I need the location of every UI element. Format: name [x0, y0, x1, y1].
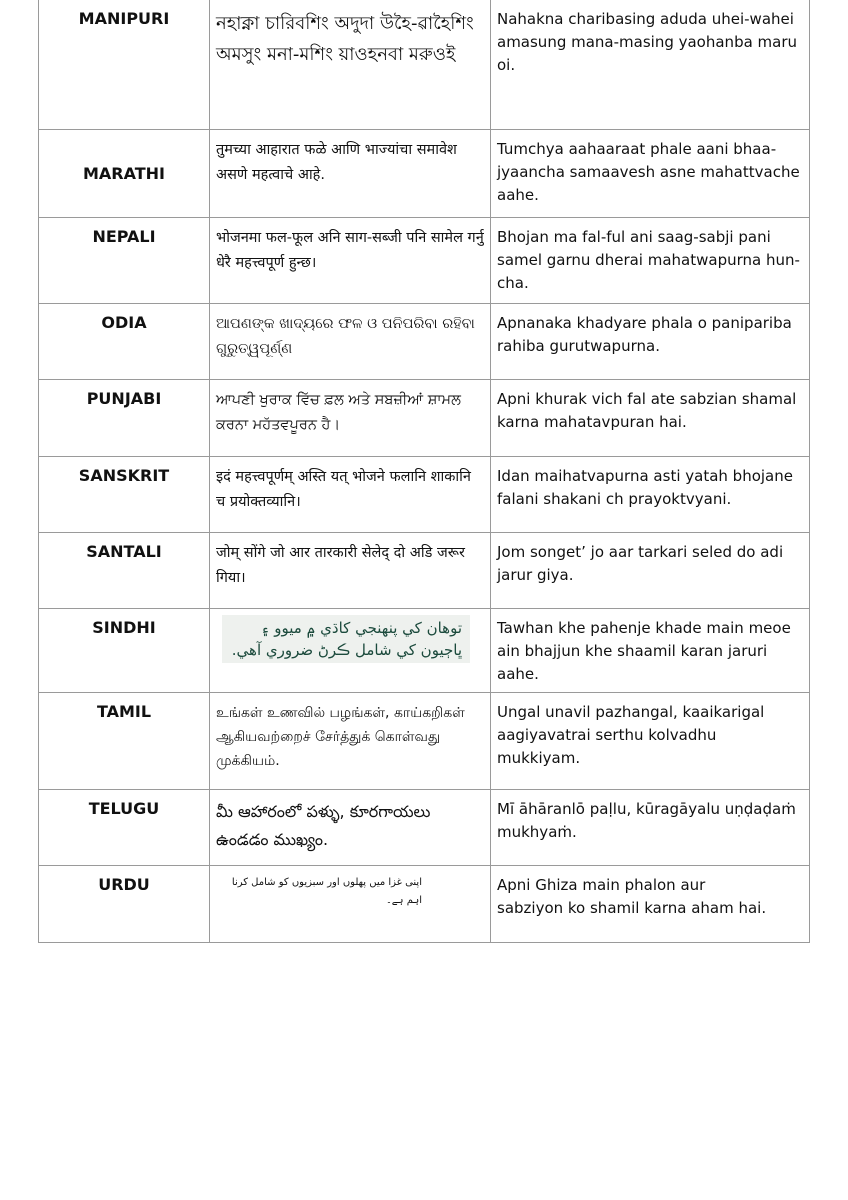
- language-name: TELUGU: [39, 790, 210, 866]
- romanized-text: Tumchya aahaaraat phale aani bhaa-jyaancha samaavesh asne mahattvache aahe.: [491, 130, 810, 218]
- language-name: NEPALI: [39, 218, 210, 304]
- native-script-text: మీ ఆహారంలో పళ్ళు, కూరగాయలు ఉండడం ముఖ్యం.: [210, 790, 491, 866]
- language-name: MANIPURI: [39, 0, 210, 130]
- table-row-nepali: [39, 218, 810, 304]
- native-script-text: உங்கள் உணவில் பழங்கள், காய்கறிகள் ஆகியவற்றைச் சேர்த்துக் கொள்வது முக்கியம்.: [210, 693, 491, 790]
- native-script-cell: [210, 609, 491, 693]
- table-row-punjabi: [39, 380, 810, 457]
- language-name: SANSKRIT: [39, 457, 210, 533]
- native-script-text: নহাক্না চারিবশিং অদুদা উহৈ-ৱাহৈশিং অমসুং মনা-মশিং য়াওহনবা মরুওই: [210, 0, 491, 130]
- romanized-text: Bhojan ma fal-ful ani saag-sabji pani samel garnu dherai mahatwapurna hun-cha.: [491, 218, 810, 304]
- table-row-sanskrit: [39, 457, 810, 533]
- sindhi-script-image: توهان کي پنهنجي کاڌي ۾ ميوو ۽ ڀاڄيون کي شامل ڪرڻ ضروري آهي.: [222, 615, 470, 663]
- romanized-text: Mī āhāranlō paḷlu, kūragāyalu uṇḍaḍaṁ mukhyaṁ.: [491, 790, 810, 866]
- romanized-text: Apnanaka khadyare phala o panipariba rahiba gurutwapurna.: [491, 304, 810, 380]
- romanized-text: Jom songet’ jo aar tarkari seled do adi jarur giya.: [491, 533, 810, 609]
- native-script-text: जोम् सोंगे जो आर तारकारी सेलेद् दो अडि जरूर गिया।: [210, 533, 491, 609]
- native-script-text: इदं महत्त्वपूर्णम् अस्ति यत् भोजने फलानि शाकानि च प्रयोक्तव्यानि।: [210, 457, 491, 533]
- language-translation-table: [38, 0, 810, 943]
- language-name: MARATHI: [39, 130, 210, 218]
- table-row-manipuri: [39, 0, 810, 130]
- native-script-text: ਆਪਣੀ ਖੁਰਾਕ ਵਿੱਚ ਫ਼ਲ ਅਤੇ ਸਬਜ਼ੀਆਂ ਸ਼ਾਮਲ ਕਰਨਾ ਮਹੱਤਵਪੂਰਨ ਹੈ।: [210, 380, 491, 457]
- language-name: PUNJABI: [39, 380, 210, 457]
- language-name: ODIA: [39, 304, 210, 380]
- native-script-text: तुमच्या आहारात फळे आणि भाज्यांचा समावेश असणे महत्वाचे आहे.: [210, 130, 491, 218]
- language-name: SANTALI: [39, 533, 210, 609]
- table-row-sindhi: [39, 609, 810, 693]
- table-row-santali: [39, 533, 810, 609]
- romanized-text: Tawhan khe pahenje khade main meoe ain bhajjun khe shaamil karan jaruri aahe.: [491, 609, 810, 693]
- language-name: TAMIL: [39, 693, 210, 790]
- native-script-text: اپنی غزا میں پھلوں اور سبزیوں کو شامل کرنا اہم ہے۔: [210, 866, 491, 943]
- romanized-text: Apni Ghiza main phalon aur sabziyon ko shamil karna aham hai.: [491, 866, 810, 943]
- romanized-text: Apni khurak vich fal ate sabzian shamal karna mahatavpuran hai.: [491, 380, 810, 457]
- native-script-text: भोजनमा फल-फूल अनि साग-सब्जी पनि सामेल गर्नु धेरै महत्त्वपूर्ण हुन्छ।: [210, 218, 491, 304]
- table-row-urdu: [39, 866, 810, 943]
- language-name: URDU: [39, 866, 210, 943]
- native-script-text: ଆପଣଙ୍କ ଖାଦ୍ୟରେ ଫଳ ଓ ପନିପରିବା ରହିବା ଗୁରୁତ୍ୱପୂର୍ଣ୍ଣ: [210, 304, 491, 380]
- table-row-odia: [39, 304, 810, 380]
- romanized-text: Nahakna charibasing aduda uhei-wahei amasung mana-masing yaohanba maru oi.: [491, 0, 810, 130]
- table-row-marathi: [39, 130, 810, 218]
- table-row-tamil: [39, 693, 810, 790]
- romanized-text: Ungal unavil pazhangal, kaaikarigal aagiyavatrai serthu kolvadhu mukkiyam.: [491, 693, 810, 790]
- table-row-telugu: [39, 790, 810, 866]
- language-name: SINDHI: [39, 609, 210, 693]
- romanized-text: Idan maihatvapurna asti yatah bhojane falani shakani ch prayoktvyani.: [491, 457, 810, 533]
